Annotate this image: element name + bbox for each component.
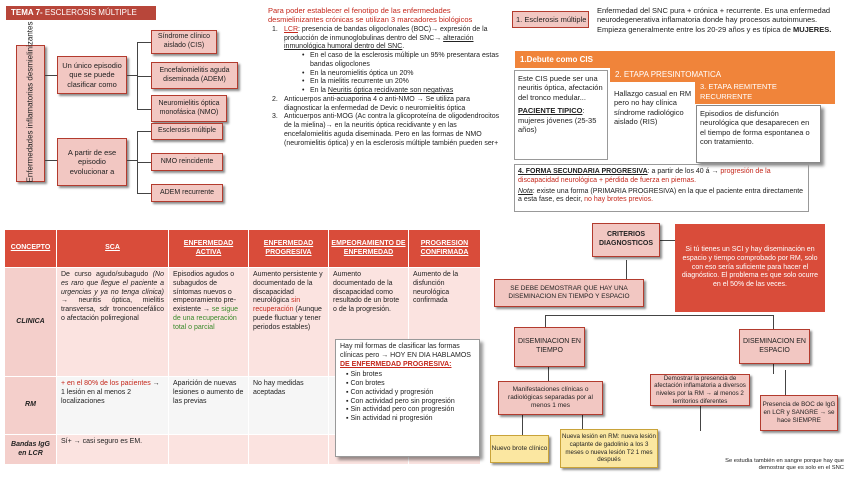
new-lesion-box: Nueva lesión en RM: nueva lesión captante de gadolinio a los 3 meses o nueva lesión T2 1 mes después bbox=[560, 429, 658, 468]
cell-clinica-confirmada: Aumento de la disfunción neurológica confirmada bbox=[409, 268, 481, 377]
dis-time-box: DISEMINACION EN TIEMPO bbox=[514, 327, 585, 367]
cell-clinica-progresiva: Aumento persistente y documentado de la discapacidad neurológica sin recuperación (Aunque puede fluctuar y tener periodos estables) bbox=[249, 268, 329, 377]
cell-bandas-sca: Sí+ → casi seguro es EM. bbox=[57, 435, 169, 465]
debut-banner: 1.Debute como CIS bbox=[515, 51, 835, 68]
vertical-label: Enfermedades inflamatorias desmielinizantes bbox=[25, 21, 35, 182]
marker-1: 1. LCR: presencia de bandas oligoclonales (BOC)→ expresión de la producción de inmunoglobulinas dentro del SNC→ alteración inmunológica humoral dentro del SNC. • En el caso de la esclerosis múltiple un 95% presentara estas bandas oligoclones • En la neuromielitis óptica un 20% • En la mielitis recurrente un 20% • En la Neuritis óptica recidivante son negativas bbox=[272, 25, 499, 94]
em-tag: 1. Esclerosis múltiple bbox=[512, 11, 589, 28]
adem-box: Encefalomielitis aguda diseminada (ADEM) bbox=[151, 62, 238, 89]
header-progresiva: ENFERMEDAD PROGRESIVA bbox=[249, 230, 329, 268]
forms-box: Hay mil formas de clasificar las formas clínicas pero → HOY EN DIA HABLAMOS DE ENFERMEDAD PROGRESIVA: ▪ Sin brotes ▪ Con brotes ▪ Con actividad y progresión ▪ Con actividad pero sin progresión ▪ Sin actividad pero con progresión ▪ Sin actividad ni progresión bbox=[335, 339, 480, 457]
marker-3: 3. Anticuerpos anti-MOG (Ac contra la glicoproteína de oligodendrocitos de la mielina)→ en la neuritis óptica recidivante y en las encefalomielitis aguda diseminada. Pero en las formas de NMO (neuromielitis óptica) y en la esclerosis múltiple también pueden ser+ bbox=[272, 113, 500, 147]
marker-2: 2. Anticuerpos anti-acuaporina 4 o anti-NMO → Se utiliza para diagnosticar la enfermedad de Devic o neuromielitis óptica bbox=[272, 95, 470, 112]
dis-space-box: DISEMINACION EN ESPACIO bbox=[739, 329, 810, 364]
single-episode-box: Un único episodio que se puede clasificar como bbox=[57, 56, 127, 94]
header-sca: SCA bbox=[57, 230, 169, 268]
page-title: TEMA 7- ESCLEROSIS MÚLTIPLE bbox=[6, 6, 156, 20]
nmo-box: Neuromielitis óptica monofásica (NMO) bbox=[151, 95, 227, 122]
nmo-recurrent-box: NMO reincidente bbox=[151, 153, 223, 171]
criteria-title: CRITERIOS DIAGNOSTICOS bbox=[592, 223, 660, 257]
header-activa: ENFERMEDAD ACTIVA bbox=[169, 230, 249, 268]
em-description: Enfermedad del SNC pura + crónica + recurrente. Es una enfermedad neurodegenerativa inflamatoria donde hay procesos autoinmunes. Empieza generalmente entre los 20-29 años y es típica de MUJERES. bbox=[597, 6, 832, 34]
vertical-label-box bbox=[16, 21, 45, 182]
table-header-row bbox=[5, 230, 481, 268]
markers-heading: Para poder establecer el fenotipo de las enfermedades desmielinizantes crónicas se utilizan 3 marcadores biológicos bbox=[268, 6, 473, 25]
stage3-box: Episodios de disfunción neurológica que desaparecen en el tiempo de forma espontanea o con tratamiento. bbox=[696, 105, 821, 163]
stage4-box: 4. FORMA SECUNDARIA PROGRESIVA: a partir de los 40 á → progresión de la discapacidad neurológica + pérdida de fuerza en piernas. Nota: existe una forma (PRIMARIA PROGRESIVA) en la que el paciente entra directamente a esta fase, es decir, no hay brotes previos. bbox=[514, 164, 809, 212]
cell-clinica-empeoramiento: Aumento documentado de la discapacidad como resultado de un brote o de la progresión. bbox=[329, 268, 409, 377]
header-empeoramiento: EMPEORAMIENTO DE ENFERMEDAD bbox=[329, 230, 409, 268]
evolve-box: A partir de ese episodio evolucionar a bbox=[57, 138, 127, 186]
form-item: ▪ Sin actividad pero con progresión bbox=[346, 406, 475, 415]
marker-1-sub: En la mielitis recurrente un 20% bbox=[310, 78, 409, 86]
cell-rm-activa: Aparición de nuevas lesiones o aumento de las previas bbox=[169, 377, 249, 435]
cell-clinica-sca: De curso agudo/subagudo (No es raro que llegue el paciente a urgencias y ya no tenga clínica) → neuritis óptica, mielitis transversa, sdr troncoencefálico o afectación polirregional bbox=[57, 268, 169, 377]
new-outbreak-box: Nuevo brote clínico bbox=[490, 435, 549, 463]
row-header-bandas: Bandas IgG en LCR bbox=[5, 435, 57, 465]
stage2-box: Hallazgo casual en RM pero no hay clínica síndrome radiológico aislado (RIS) bbox=[614, 89, 692, 127]
form-item: ▪ Sin brotes bbox=[346, 371, 475, 380]
row-header-clinica: CLINICA bbox=[5, 268, 57, 377]
cis-stage-box: Este CIS puede ser una neuritis óptica, afectación del tronco medular... PACIENTE TIPICO: mujeres jóvenes (25-35 años) bbox=[514, 70, 608, 160]
adem-recurrent-box: ADEM recurrente bbox=[151, 184, 223, 202]
row-header-rm: RM bbox=[5, 377, 57, 435]
form-item: ▪ Con actividad pero sin progresión bbox=[346, 398, 475, 407]
boc-presence-box: Presencia de BOC de IgG en LCR y SANGRE → se hace SIEMPRE bbox=[760, 395, 838, 431]
space-demo-box: Demostrar la presencia de afectación inflamatoria a diversos niveles por la RM → al menos 2 territorios diferentes bbox=[650, 374, 750, 406]
cis-box: Síndrome clínico aislado (CIS) bbox=[151, 30, 217, 54]
footnote: Se estudia también en sangre porque hay que demostrar que es solo en el SNC bbox=[725, 458, 844, 471]
must-demonstrate-box: SE DEBE DEMOSTRAR QUE HAY UNA DISEMINACION EN TIEMPO Y ESPACIO bbox=[494, 279, 644, 307]
form-item: ▪ Sin actividad ni progresión bbox=[346, 415, 475, 424]
manif-box: Manifestaciones clínicas o radiológicas separadas por al menos 1 mes bbox=[498, 381, 603, 415]
cell-rm-progresiva: No hay medidas aceptadas bbox=[249, 377, 329, 435]
marker-1-sub: En el caso de la esclerosis múltiple un 95% presentara estas bandas oligoclones bbox=[310, 52, 499, 68]
cell-clinica-activa: Episodios agudos o subagudos de síntomas nuevos o empeoramiento pre-existente → se sigue de una recuperación total o parcial bbox=[169, 268, 249, 377]
stage3-banner: 3. ETAPA REMITENTE RECURRENTE bbox=[695, 79, 835, 104]
criteria-side-note: Si tú tienes un SCI y hay diseminación en espacio y tiempo comprobado por RM, solo con eso sería suficiente para hacer el diagnóstico. El problema es que solo ocurre en el 50% de las veces. bbox=[675, 224, 825, 312]
form-item: ▪ Con brotes bbox=[346, 380, 475, 389]
cell-rm-sca: + en el 80% de los pacientes → 1 lesión en al menos 2 localizaciones bbox=[57, 377, 169, 435]
em-box: Esclerosis múltiple bbox=[151, 123, 223, 140]
markers-section bbox=[268, 6, 500, 148]
header-concepto: CONCEPTO bbox=[5, 230, 57, 268]
form-item: ▪ Con actividad y progresión bbox=[346, 389, 475, 398]
marker-1-sub: En la neuromielitis óptica un 20% bbox=[310, 69, 414, 77]
header-confirmada: PROGRESION CONFIRMADA bbox=[409, 230, 481, 268]
stage2-banner: 2. ETAPA PRESINTOMATICA bbox=[610, 67, 835, 82]
